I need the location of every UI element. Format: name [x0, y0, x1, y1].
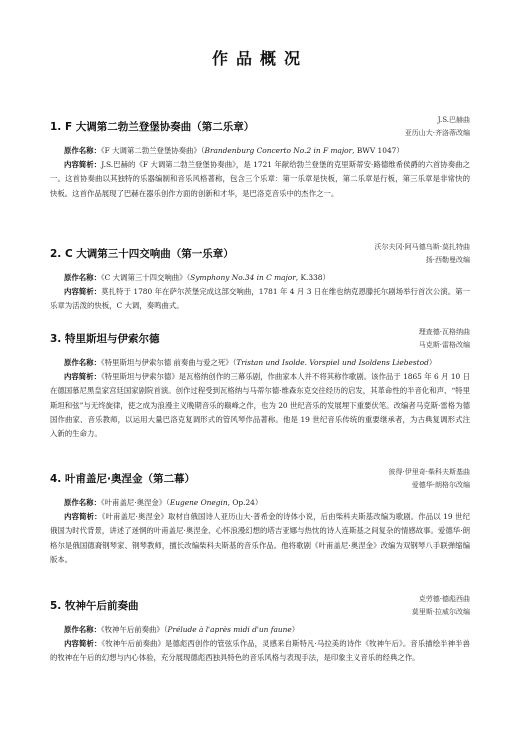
arranger: 马克斯·雷格改编 — [418, 341, 470, 349]
composer-credits — [389, 466, 470, 492]
composer: 理查德·瓦格纳曲 — [418, 328, 470, 336]
composer: 彼得·伊里奇·柴科夫斯基曲 — [388, 468, 470, 476]
work-entry-3 — [50, 326, 470, 441]
arranger: 亚历山大·齐洛蒂改编 — [404, 129, 470, 137]
work-entry-1 — [50, 114, 470, 201]
composer-credits — [405, 114, 470, 140]
content-analysis: 内容简析：J.S.巴赫的《F 大调第二勃兰登堡协奏曲》，是 1721 年献给勃兰登堡的克里斯蒂安·路德维希侯爵的六首协奏曲之一。这首协奏曲以其独特的乐器编制和音乐风格著称，包含三个乐章：第一乐章是快板，第二乐章是行板，第三乐章是非常快的快板。这首作品展现了巴赫在器乐创作方面的创新和才华，是巴洛克音乐中的杰作之一。 — [50, 160, 470, 198]
content-analysis-label: 内容简析： — [64, 287, 102, 297]
composer-credits — [419, 326, 470, 352]
composer-credits — [375, 241, 470, 267]
original-title-line: 原作名称：《F 大调第二勃兰登堡协奏曲》（Brandenburg Concerto No.2 in F major, BWV 1047） — [64, 146, 404, 155]
work-entry-4 — [50, 466, 470, 567]
original-title-label: 原作名称： — [64, 146, 101, 155]
content-analysis-label: 内容简析： — [64, 372, 102, 382]
original-title-label: 原作名称： — [64, 273, 101, 282]
work-title: 5. 牧神午后前奏曲 — [50, 600, 139, 612]
composer: 沃尔夫冈·阿马德乌斯·莫扎特曲 — [374, 243, 470, 251]
original-title-line: 原作名称：《牧神午后前奏曲》（Prélude à l'après midi d'un faune） — [64, 625, 300, 634]
original-title-label: 原作名称： — [64, 498, 101, 507]
work-entry-2 — [50, 241, 470, 314]
work-title: 3. 特里斯坦与伊索尔德 — [50, 333, 160, 345]
original-title-line: 原作名称：《C 大调第三十四交响曲》（Symphony No.34 in C major, K.338） — [64, 273, 330, 282]
page-title: 作品概况 — [211, 49, 308, 68]
work-title: 1. F 大调第二勃兰登堡协奏曲（第二乐章） — [50, 121, 255, 133]
original-title-line: 原作名称：《特里斯坦与伊索尔德 前奏曲与爱之死》（Tristan und Isolde. Vorspiel und Isoldens Liebestod） — [64, 358, 437, 367]
composer: J.S.巴赫曲 — [437, 116, 470, 124]
arranger: 扬·西勒曼改编 — [425, 256, 470, 264]
content-analysis-label: 内容简析： — [64, 160, 102, 170]
work-title: 2. C 大调第三十四交响曲（第一乐章） — [50, 248, 234, 260]
arranger: 爱德华·朗格尔改编 — [411, 481, 470, 489]
content-analysis-label: 内容简析： — [64, 639, 102, 649]
work-title: 4. 叶甫盖尼·奥涅金（第二幕） — [50, 473, 195, 485]
arranger: 莫里斯·拉威尔改编 — [411, 608, 470, 616]
composer-credits — [412, 593, 470, 619]
original-title-label: 原作名称： — [64, 358, 101, 367]
composer: 克劳德·德彪西曲 — [418, 595, 470, 603]
work-entry-5 — [50, 593, 470, 666]
content-analysis: 内容简析：《叶甫盖尼·奥涅金》取材自俄国诗人亚历山大·普希金的诗体小说，后由柴科夫斯基改编为歌剧。作品以 19 世纪俄国为时代背景，讲述了迷惘的叶甫盖尼·奥涅金、心怀浪漫幻想的塔吉亚娜与热忱的诗人连斯基之间复杂的情感故事。爱德华·朗格尔是俄国德裔钢琴家、钢琴教师，擅长改编柴科夫斯基的音乐作品。他将歌剧《叶甫盖尼·奥涅金》改编为双钢琴八手联弹缩编版本。 — [50, 512, 470, 564]
original-title-line: 原作名称：《叶甫盖尼·奥涅金》（Eugene Onegin, Op.24） — [64, 498, 263, 507]
original-title-label: 原作名称： — [64, 625, 101, 634]
content-analysis-label: 内容简析： — [64, 512, 102, 522]
content-analysis: 内容简析：莫扎特于 1780 年在萨尔茨堡完成这部交响曲，1781 年 4 月 3 日在维也纳克恩滕托尔剧场举行首次公演。第一乐章为活泼的快板，C 大调，奏鸣曲式。 — [50, 287, 470, 311]
content-analysis: 内容简析：《牧神午后前奏曲》是德彪西创作的管弦乐作品，灵感来自斯特凡·马拉美的诗作《牧神午后》。音乐描绘半神半兽的牧神在午后的幻想与内心体验，充分展现德彪西独具特色的音乐风格与表现手法，是印象主义音乐的经典之作。 — [50, 639, 470, 663]
content-analysis: 内容简析：《特里斯坦与伊索尔德》是瓦格纳创作的三幕乐剧，作曲家本人并不将其称作歌剧。该作品于 1865 年 6 月 10 日在德国慕尼黑皇家宫廷国家剧院首演。创作过程受到瓦格纳与马蒂尔德·维森东克交往经历的启发，其革命性的半音化和声、“特里斯坦和弦”与无终旋律，使之成为浪漫主义晚期音乐的巅峰之作，也为 20 世纪音乐的发展埋下重要伏笔。改编者马克斯·雷格为德国作曲家、音乐教师，以运用大量巴洛克复调形式的管风琴作品著称。他是 19 世纪音乐传统的重要继承者，为古典复调形式注入新的生命力。 — [50, 372, 471, 439]
